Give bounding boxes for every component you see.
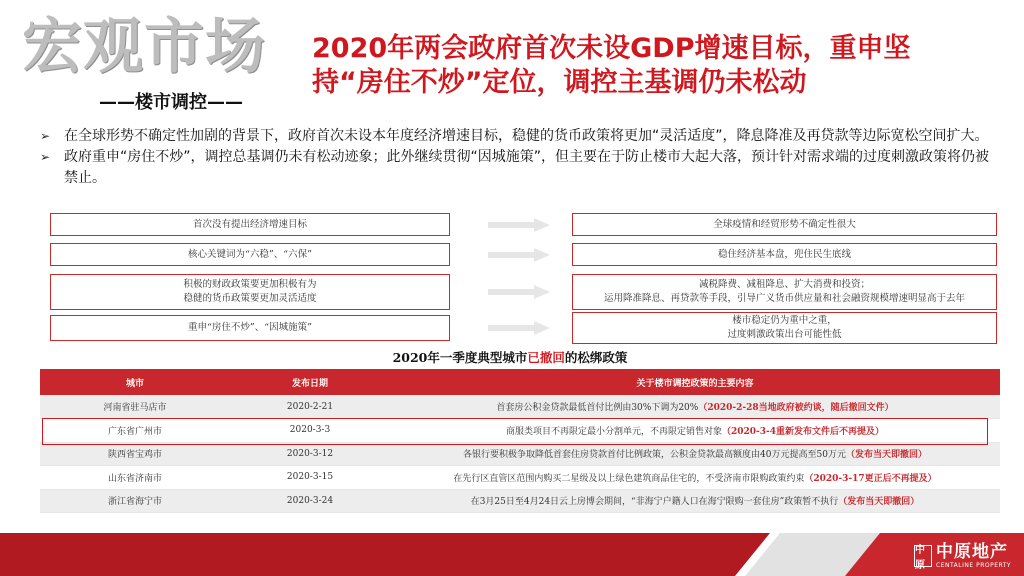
cell-date: 2020-3-3: [230, 419, 390, 443]
flow-right-box: [572, 243, 997, 266]
flow-right-text: 运用降准降息、再贷款等手段，引导广义货币供应量和社会融资规模增速明显高于去年: [603, 293, 965, 304]
flow-right-box: [572, 312, 997, 344]
cell-content: [390, 489, 1000, 513]
table-title-pre: 2020年一季度典型城市: [392, 350, 528, 365]
table-row: [40, 395, 1000, 419]
right-arrow-icon: [488, 218, 550, 232]
bullet-text: 政府重申“房住不炒”，调控总基调仍未有松动迹象；此外继续贯彻“因城施策”，但主要在于防止楼市大起大落，预计针对需求端的过度刺激政策将仍被禁止。: [64, 149, 990, 186]
flow-left-box: [50, 213, 450, 236]
flow-left-text: 首次没有提出经济增速目标: [192, 218, 307, 230]
cell-city: 河南省驻马店市: [40, 395, 230, 419]
logo-english: CENTALINE PROPERTY: [936, 561, 1012, 569]
table-title-post: 的松绑政策: [564, 350, 628, 365]
arrow-bullet-icon: ➢: [40, 129, 51, 143]
table-title-highlight: 已撤回: [527, 350, 565, 365]
cell-content: [390, 466, 1000, 490]
logo-chinese: 中原地产: [936, 541, 1008, 562]
bullet-item: [40, 147, 1000, 189]
table-header-row: [40, 369, 1000, 395]
flow-left-box: [50, 243, 450, 266]
column-header-content: 关于楼市调控政策的主要内容: [390, 369, 1000, 395]
cell-city: 陕西省宝鸡市: [40, 442, 230, 466]
arrow-bullet-icon: ➢: [40, 150, 51, 164]
content-note: （2020-2-28当地政府被约谈，随后撤回文件）: [698, 403, 894, 413]
row-highlight-frame: [42, 418, 988, 445]
flow-right-text: 减税降费、减租降息、扩大消费和投资；: [698, 279, 870, 290]
flow-left-text: 重申“房住不炒”、“因城施策”: [188, 322, 312, 333]
bullet-text: 在全球形势不确定性加剧的背景下，政府首次未设本年度经济增速目标，稳健的货币政策将更加“灵活适度”，降息降准及再贷款等边际宽松空间扩大。: [64, 128, 989, 144]
flow-right-text: 过度刺激政策出台可能性低: [727, 329, 842, 340]
content-note: （2020-3-17更正后不再提及）: [804, 473, 937, 484]
content-text: 在3月25日至4月24日云上房博会期间，“非海宁户籍人口在海宁限购一套住房”政策暂不执行: [470, 497, 839, 508]
page-headline: [312, 32, 1002, 100]
table-row: [40, 466, 1000, 490]
flow-right-box: [572, 274, 997, 310]
content-text: 商服类项目不再限定最小分割单元，不再限定销售对象: [505, 426, 722, 437]
flow-right-text: 全球疫情和经贸形势不确定性很大: [713, 218, 856, 230]
brand-title: 宏观市场: [22, 12, 266, 82]
content-note: （发布当天即撤回）: [838, 497, 920, 508]
right-arrow-icon: [488, 285, 550, 299]
flow-left-text: 稳健的货币政策要更加灵活适度: [183, 293, 317, 304]
cell-content: [390, 442, 1000, 466]
right-arrow-icon: [488, 248, 550, 262]
logo-text: [936, 541, 1012, 569]
headline-line-2: 持“房住不炒”定位，调控主基调仍未松动: [312, 67, 807, 98]
company-logo: [914, 541, 1018, 571]
headline-line-1: 2020年两会政府首次未设GDP增速目标，重申坚: [312, 33, 911, 64]
column-header-city: 城市: [40, 369, 230, 395]
table-row: [40, 442, 1000, 466]
column-header-date: 发布日期: [230, 369, 390, 395]
cell-date: 2020-3-15: [230, 466, 390, 490]
flow-right-box: [572, 213, 997, 236]
right-arrow-icon: [488, 321, 550, 335]
bullet-list: [40, 126, 1000, 189]
flow-left-box: [50, 274, 450, 310]
flow-left-box: [50, 315, 450, 341]
footer-band: [0, 533, 1024, 576]
section-subtitle: ——楼市调控——: [99, 92, 243, 113]
content-note: （发布当天即撤回）: [845, 450, 927, 461]
content-text: 各银行要积极争取降低首套住房贷款首付比例政策，公积金贷款最高额度由40万元提高至50万元: [463, 450, 846, 461]
flow-right-text: 稳住经济基本盘，兜住民生底线: [717, 248, 851, 260]
cell-date: 2020-3-24: [230, 489, 390, 513]
table-title: [300, 348, 720, 366]
content-note: （2020-3-4重新发布文件后不再提及）: [721, 426, 885, 437]
flow-right-text: 楼市稳定仍为重中之重，: [732, 315, 837, 326]
content-text: 首套房公积金贷款最低首付比例由30%下调为20%: [496, 403, 699, 413]
flow-left-text: 积极的财政政策要更加积极有为: [183, 279, 317, 290]
content-text: 在先行区直管区范围内购买二星级及以上绿色建筑商品住宅的，不受济南市限购政策约束: [453, 473, 805, 484]
cell-date: 2020-3-12: [230, 442, 390, 466]
cell-date: 2020-2-21: [230, 395, 390, 419]
cell-city: 浙江省海宁市: [40, 489, 230, 513]
logo-mark-icon: 中原: [914, 545, 932, 567]
flow-left-text: 核心关键词为“六稳”、“六保”: [188, 248, 312, 260]
cell-city: 广东省广州市: [40, 419, 230, 443]
table-row: [40, 489, 1000, 513]
bullet-item: [40, 126, 1000, 147]
cell-content: [390, 395, 1000, 419]
cell-city: 山东省济南市: [40, 466, 230, 490]
